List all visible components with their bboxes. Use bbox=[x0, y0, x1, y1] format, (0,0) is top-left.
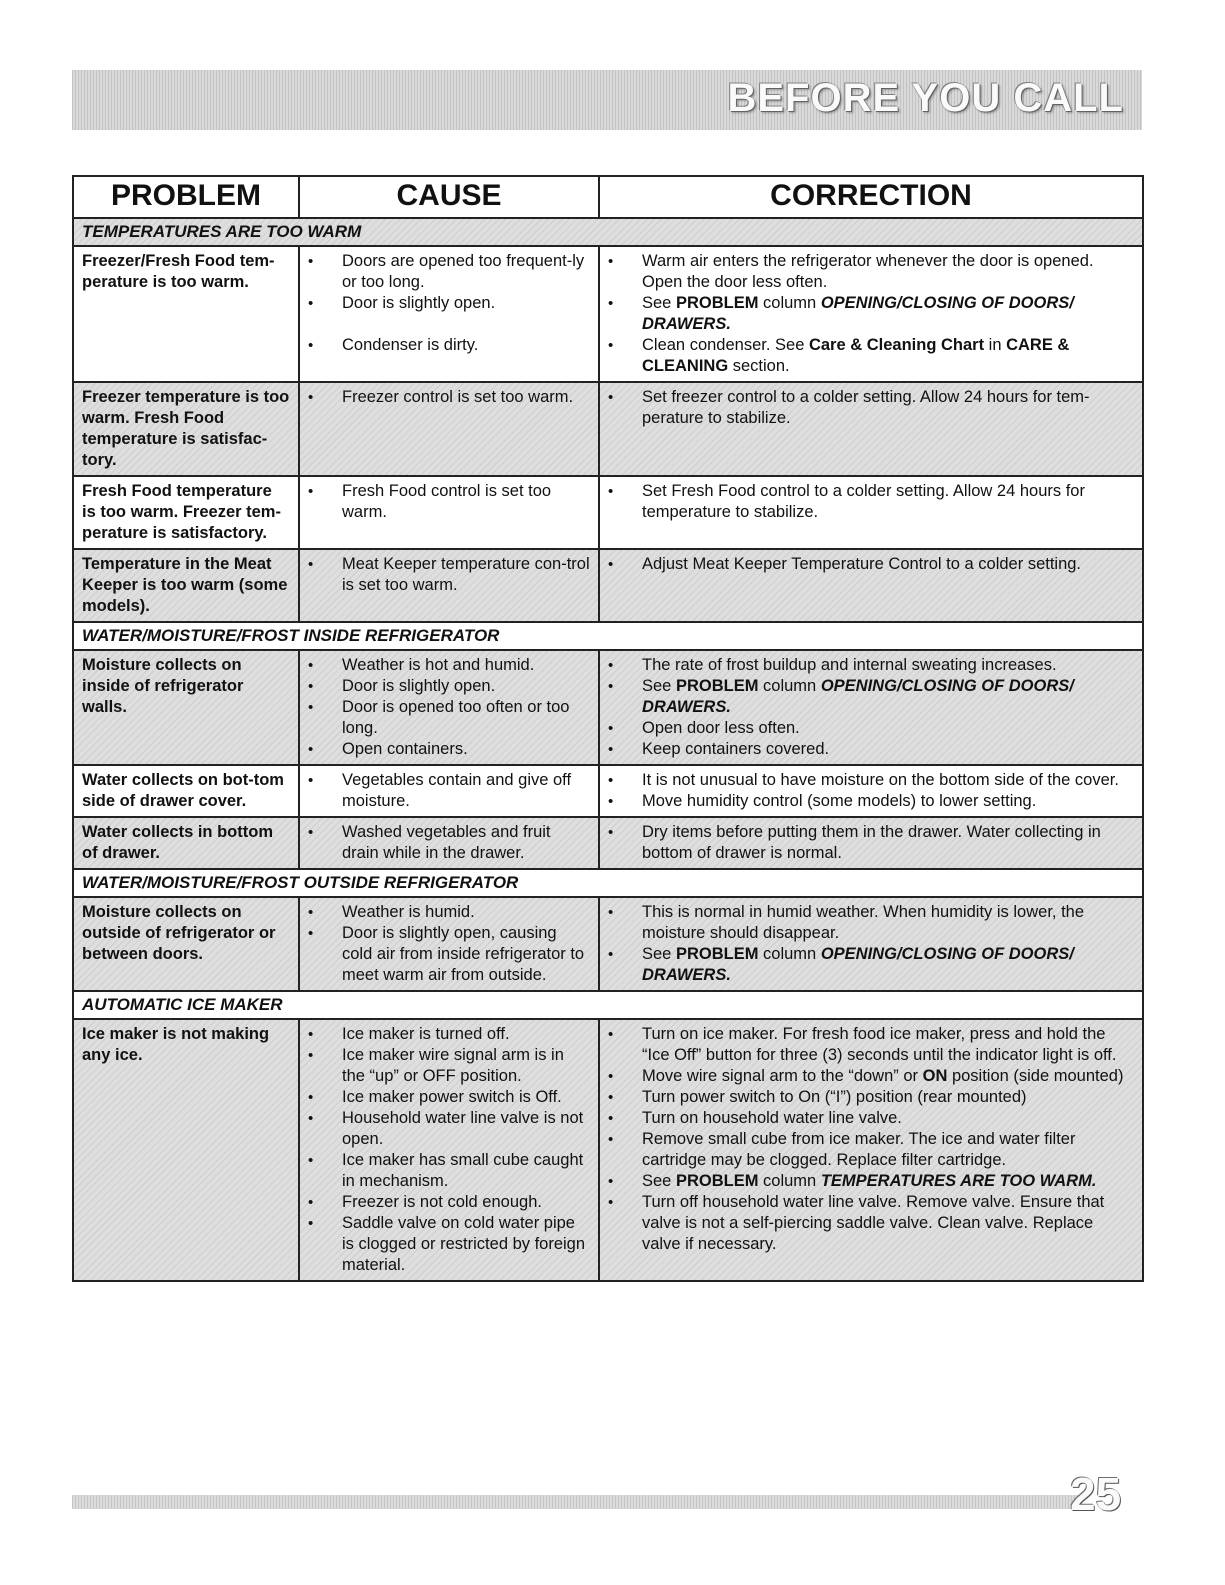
correction-list bbox=[606, 554, 1134, 575]
problem-cell: Temperature in the Meat Keeper is too warm (some models). bbox=[73, 549, 299, 622]
correction-text: section. bbox=[728, 357, 790, 375]
problem-cell: Moisture collects on outside of refrigerator or between doors. bbox=[73, 897, 299, 991]
section-title: AUTOMATIC ICE MAKER bbox=[73, 991, 1143, 1019]
correction-text: Turn on ice maker. For fresh food ice maker, press and hold the “Ice Off” button for three (3) seconds until the indicator light is off. bbox=[642, 1025, 1117, 1064]
correction-item bbox=[606, 293, 1134, 335]
correction-text: See bbox=[642, 677, 676, 695]
correction-cell bbox=[599, 549, 1143, 622]
correction-text: Turn on household water line valve. bbox=[642, 1109, 902, 1127]
section-row bbox=[73, 869, 1143, 897]
table-row bbox=[73, 650, 1143, 765]
correction-text: column bbox=[758, 677, 821, 695]
correction-cell bbox=[599, 765, 1143, 817]
cause-item: • Ice maker power switch is Off. bbox=[306, 1087, 590, 1108]
correction-item bbox=[606, 335, 1134, 377]
problem-cell: Freezer/Fresh Food tem-perature is too warm. bbox=[73, 246, 299, 382]
correction-text: position (side mounted) bbox=[947, 1067, 1124, 1085]
bold-reference: CARE & CLEANING bbox=[642, 336, 1070, 375]
correction-cell bbox=[599, 382, 1143, 476]
cause-item: • Door is slightly open. bbox=[306, 676, 590, 697]
correction-text: Remove small cube from ice maker. The ice and water filter cartridge may be clogged. Replace filter cartridge. bbox=[642, 1130, 1076, 1169]
correction-cell bbox=[599, 476, 1143, 549]
correction-list bbox=[606, 822, 1134, 864]
correction-text: Move wire signal arm to the “down” or bbox=[642, 1067, 923, 1085]
correction-item bbox=[606, 676, 1134, 718]
correction-text: Clean condenser. See bbox=[642, 336, 809, 354]
page-number: 25 bbox=[1070, 1468, 1122, 1520]
table-header-row bbox=[73, 176, 1143, 218]
correction-item bbox=[606, 1171, 1134, 1192]
correction-item bbox=[606, 770, 1134, 791]
cause-cell bbox=[299, 246, 599, 382]
problem-cell: Moisture collects on inside of refrigerator walls. bbox=[73, 650, 299, 765]
correction-list bbox=[606, 655, 1134, 760]
correction-text: This is normal in humid weather. When humidity is lower, the moisture should disappear. bbox=[642, 903, 1085, 942]
cause-cell bbox=[299, 765, 599, 817]
correction-text: in bbox=[984, 336, 1007, 354]
problem-reference: OPENING/CLOSING OF DOORS/ DRAWERS. bbox=[642, 677, 1074, 716]
correction-item bbox=[606, 1108, 1134, 1129]
cause-list bbox=[306, 1024, 590, 1276]
bold-reference: PROBLEM bbox=[675, 1172, 759, 1190]
table-row bbox=[73, 549, 1143, 622]
correction-text: The rate of frost buildup and internal sweating increases. bbox=[642, 656, 1057, 674]
cause-list bbox=[306, 251, 590, 356]
correction-text: Dry items before putting them in the drawer. Water collecting in bottom of drawer is normal. bbox=[642, 823, 1101, 862]
correction-text: Adjust Meat Keeper Temperature Control to a colder setting. bbox=[642, 555, 1082, 573]
cause-item: • Saddle valve on cold water pipe is clogged or restricted by foreign material. bbox=[306, 1213, 590, 1276]
correction-item bbox=[606, 481, 1134, 523]
correction-list bbox=[606, 902, 1134, 986]
correction-text: See bbox=[642, 294, 676, 312]
correction-text: Move humidity control (some models) to lower setting. bbox=[642, 792, 1037, 810]
cause-list bbox=[306, 655, 590, 760]
problem-cell: Water collects on bot-tom side of drawer cover. bbox=[73, 765, 299, 817]
cause-list bbox=[306, 554, 590, 596]
correction-text: column bbox=[758, 945, 821, 963]
cause-item: • Washed vegetables and fruit drain while in the drawer. bbox=[306, 822, 590, 864]
cause-item: • Freezer control is set too warm. bbox=[306, 387, 590, 408]
problem-reference: OPENING/CLOSING OF DOORS/ DRAWERS. bbox=[642, 294, 1074, 333]
correction-text: Warm air enters the refrigerator whenever the door is opened. Open the door less often. bbox=[642, 252, 1094, 291]
cause-cell bbox=[299, 476, 599, 549]
problem-reference: OPENING/CLOSING OF DOORS/ DRAWERS. bbox=[642, 945, 1074, 984]
cause-cell bbox=[299, 549, 599, 622]
table-row bbox=[73, 1019, 1143, 1281]
cause-item: • Open containers. bbox=[306, 739, 590, 760]
cause-item: • Fresh Food control is set too warm. bbox=[306, 481, 590, 523]
table-row bbox=[73, 817, 1143, 869]
cause-cell bbox=[299, 650, 599, 765]
table-row bbox=[73, 382, 1143, 476]
bold-reference: PROBLEM bbox=[675, 677, 759, 695]
cause-item: • Weather is humid. bbox=[306, 902, 590, 923]
correction-text: Set freezer control to a colder setting. Allow 24 hours for tem-perature to stabilize. bbox=[642, 388, 1090, 427]
correction-list bbox=[606, 1024, 1134, 1255]
cause-list bbox=[306, 387, 590, 408]
problem-cell: Water collects in bottom of drawer. bbox=[73, 817, 299, 869]
section-row bbox=[73, 218, 1143, 246]
correction-text: Keep containers covered. bbox=[642, 740, 830, 758]
cause-item: • Ice maker has small cube caught in mechanism. bbox=[306, 1150, 590, 1192]
cause-cell bbox=[299, 1019, 599, 1281]
correction-text: column bbox=[758, 294, 821, 312]
problem-cell: Freezer temperature is too warm. Fresh Food temperature is satisfac-tory. bbox=[73, 382, 299, 476]
correction-cell bbox=[599, 650, 1143, 765]
page-title: BEFORE YOU CALL bbox=[727, 76, 1124, 120]
cause-item: • Meat Keeper temperature con-trol is set too warm. bbox=[306, 554, 590, 596]
cause-item: • Weather is hot and humid. bbox=[306, 655, 590, 676]
bold-reference: ON bbox=[922, 1067, 948, 1085]
correction-cell bbox=[599, 1019, 1143, 1281]
cause-list bbox=[306, 770, 590, 812]
table-row bbox=[73, 765, 1143, 817]
correction-text: It is not unusual to have moisture on the bottom side of the cover. bbox=[642, 771, 1119, 789]
correction-text: See bbox=[642, 1172, 676, 1190]
table-row bbox=[73, 246, 1143, 382]
correction-item bbox=[606, 1192, 1134, 1255]
cause-item: • Ice maker wire signal arm is in the “up” or OFF position. bbox=[306, 1045, 590, 1087]
section-row bbox=[73, 622, 1143, 650]
cause-item: • Door is slightly open. bbox=[306, 293, 590, 314]
correction-item bbox=[606, 718, 1134, 739]
correction-item bbox=[606, 791, 1134, 812]
correction-item bbox=[606, 1024, 1134, 1066]
bold-reference: PROBLEM bbox=[675, 945, 759, 963]
correction-cell bbox=[599, 246, 1143, 382]
correction-cell bbox=[599, 897, 1143, 991]
cause-item: • Door is opened too often or too long. bbox=[306, 697, 590, 739]
cause-list bbox=[306, 902, 590, 986]
bold-reference: PROBLEM bbox=[675, 294, 759, 312]
correction-item bbox=[606, 739, 1134, 760]
correction-item bbox=[606, 655, 1134, 676]
correction-item bbox=[606, 251, 1134, 293]
header-correction: CORRECTION bbox=[599, 176, 1143, 218]
correction-list bbox=[606, 481, 1134, 523]
correction-item bbox=[606, 554, 1134, 575]
correction-item bbox=[606, 387, 1134, 429]
cause-item: • Freezer is not cold enough. bbox=[306, 1192, 590, 1213]
correction-item bbox=[606, 944, 1134, 986]
header-cause: CAUSE bbox=[299, 176, 599, 218]
footer-bar bbox=[72, 1495, 1082, 1509]
cause-item: • Doors are opened too frequent-ly or too long. bbox=[306, 251, 590, 293]
table-body bbox=[73, 218, 1143, 1281]
correction-item bbox=[606, 902, 1134, 944]
correction-text: column bbox=[758, 1172, 821, 1190]
header-problem: PROBLEM bbox=[73, 176, 299, 218]
correction-text: Set Fresh Food control to a colder setting. Allow 24 hours for temperature to stabilize. bbox=[642, 482, 1085, 521]
correction-item bbox=[606, 822, 1134, 864]
cause-cell bbox=[299, 382, 599, 476]
cause-item: • Household water line valve is not open. bbox=[306, 1108, 590, 1150]
problem-cell: Fresh Food temperature is too warm. Freezer tem-perature is satisfactory. bbox=[73, 476, 299, 549]
cause-item: • Condenser is dirty. bbox=[306, 335, 590, 356]
correction-text: Turn power switch to On (“I”) position (rear mounted) bbox=[642, 1088, 1027, 1106]
table-row bbox=[73, 476, 1143, 549]
section-title: WATER/MOISTURE/FROST INSIDE REFRIGERATOR bbox=[73, 622, 1143, 650]
correction-text: Open door less often. bbox=[642, 719, 800, 737]
correction-list bbox=[606, 251, 1134, 377]
correction-item bbox=[606, 1087, 1134, 1108]
cause-list bbox=[306, 822, 590, 864]
correction-text: See bbox=[642, 945, 676, 963]
section-title: TEMPERATURES ARE TOO WARM bbox=[73, 218, 1143, 246]
correction-text: Turn off household water line valve. Remove valve. Ensure that valve is not a self-piercing saddle valve. Clean valve. Replace valve if necessary. bbox=[642, 1193, 1105, 1253]
correction-cell bbox=[599, 817, 1143, 869]
cause-list bbox=[306, 481, 590, 523]
cause-cell bbox=[299, 897, 599, 991]
correction-item bbox=[606, 1129, 1134, 1171]
section-row bbox=[73, 991, 1143, 1019]
problem-cell: Ice maker is not making any ice. bbox=[73, 1019, 299, 1281]
correction-list bbox=[606, 770, 1134, 812]
troubleshooting-table bbox=[72, 175, 1144, 1282]
correction-item bbox=[606, 1066, 1134, 1087]
cause-item: • Door is slightly open, causing cold air from inside refrigerator to meet warm air from outside. bbox=[306, 923, 590, 986]
bold-reference: Care & Cleaning Chart bbox=[808, 336, 985, 354]
header-banner bbox=[72, 70, 1142, 130]
problem-reference: TEMPERATURES ARE TOO WARM. bbox=[820, 1172, 1097, 1190]
cause-item: • Vegetables contain and give off moisture. bbox=[306, 770, 590, 812]
table-row bbox=[73, 897, 1143, 991]
correction-list bbox=[606, 387, 1134, 429]
cause-item: • Ice maker is turned off. bbox=[306, 1024, 590, 1045]
cause-cell bbox=[299, 817, 599, 869]
section-title: WATER/MOISTURE/FROST OUTSIDE REFRIGERATOR bbox=[73, 869, 1143, 897]
